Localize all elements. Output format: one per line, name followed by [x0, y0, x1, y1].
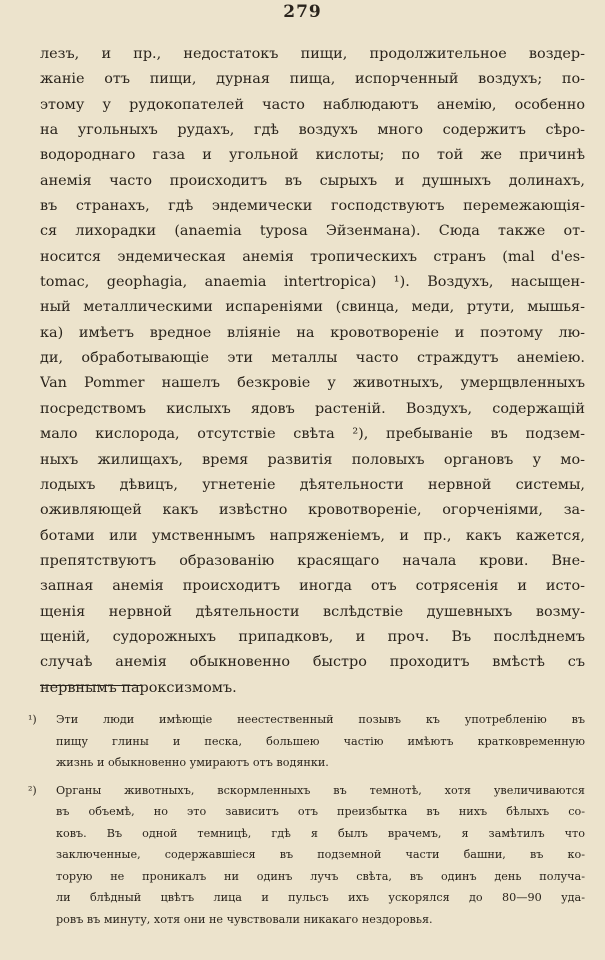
footnote-line: ковъ. Въ одной темницѣ, гдѣ я былъ врачемъ, я замѣтилъ что — [56, 826, 585, 840]
text-line: ся лихорадки (anaemia typosa Эйзенмана). Сюда также от- — [40, 223, 585, 240]
footnotes — [28, 709, 585, 936]
footnote-line: жизнь и обыкновенно умираютъ отъ водянки. — [56, 756, 329, 769]
footnote-marker: ²) — [28, 783, 37, 797]
text-line: на угольныхъ рудахъ, гдѣ воздухъ много содержитъ сѣро- — [40, 122, 585, 139]
text-line: щенія нервной дѣятельности вслѣдствіе душевныхъ возму- — [40, 603, 585, 620]
footnote-line — [28, 709, 585, 731]
text-line: Van Pommer нашелъ безкровіе у животныхъ, умерщвленныхъ — [40, 375, 585, 392]
footnote-text: Эти люди имѣющіе неестественный позывъ къ употребленію въ — [56, 713, 585, 726]
footnote-line — [28, 780, 585, 802]
text-line: щеній, судорожныхъ припадковъ, и проч. Въ послѣднемъ — [40, 628, 585, 645]
text-line: въ странахъ, гдѣ эндемически господствуютъ перемежающія- — [40, 198, 585, 215]
text-line: оживляющей какъ извѣстно кровотвореніе, огорченіями, за- — [40, 502, 585, 519]
footnote-line: ли блѣдный цвѣтъ лица и пульсъ ихъ ускорялся до 80—90 уда- — [56, 891, 585, 904]
text-line: ди, обработывающіе эти металлы часто страждутъ анеміею. — [40, 350, 585, 367]
text-line: мало кислорода, отсутствіе свѣта ²), пребываніе въ подзем- — [40, 426, 585, 443]
text-line: анемія часто происходитъ въ сырыхъ и душныхъ долинахъ, — [40, 172, 585, 189]
text-line: ный металлическими испареніями (свинца, меди, ртути, мышья- — [40, 299, 585, 316]
text-line: посредствомъ кислыхъ ядовъ растеній. Воздухъ, содержащій — [40, 400, 585, 417]
footnote-line: торую не проникалъ ни одинъ лучъ свѣта, въ одинъ день получа- — [56, 869, 585, 883]
text-line: ка) имѣетъ вредное вліяніе на кровотвореніе и поэтому лю- — [40, 324, 585, 341]
footnote-divider — [40, 685, 142, 686]
text-line: лезъ, и пр., недостатокъ пищи, продолжительное воздер- — [40, 46, 585, 62]
text-line: препятствуютъ образованію красящаго начала крови. Вне- — [40, 552, 585, 569]
text-line: носится эндемическая анемія тропическихъ странъ (mal d'es- — [40, 248, 585, 265]
footnote-line: заключенные, содержавшіеся въ подземной части башни, въ ко- — [56, 848, 585, 861]
footnote — [28, 709, 585, 774]
text-line: жаніе отъ пищи, дурная пища, испорченный воздухъ; по- — [40, 71, 585, 88]
text-line: нервнымъ пароксизмомъ. — [40, 679, 237, 696]
text-line: случаѣ анемія обыкновенно быстро проходитъ вмѣстѣ съ — [40, 654, 585, 671]
footnote-line: ровъ въ минуту, хотя они не чувствовали никакаго нездоровья. — [56, 912, 433, 926]
text-line: ныхъ жилищахъ, время развитія половыхъ органовъ у мо- — [40, 451, 585, 468]
text-line: водороднаго газа и угольной кислоты; по той же причинѣ — [40, 147, 585, 164]
page-number: 279 — [283, 2, 322, 22]
text-line: запная анемія происходитъ иногда отъ сотрясенія и исто- — [40, 578, 585, 595]
body-text — [40, 42, 585, 701]
text-line: лодыхъ дѣвицъ, угнетеніе дѣятельности нервной системы, — [40, 476, 585, 493]
footnote — [28, 780, 585, 931]
footnote-line: пищу глины и песка, большею частію имѣютъ кратковременную — [56, 734, 585, 748]
footnote-line: въ объемѣ, но это зависитъ отъ преизбытка въ нихъ бѣлыхъ со- — [56, 805, 585, 818]
footnote-text: Органы животныхъ, вскормленныхъ въ темнотѣ, хотя увеличиваются — [56, 783, 585, 797]
text-line: этому у рудокопателей часто наблюдаютъ анемію, особенно — [40, 96, 585, 113]
footnote-marker: ¹) — [28, 713, 37, 726]
text-line: ботами или умственнымъ напряженіемъ, и пр., какъ кажется, — [40, 527, 585, 544]
text-line: tomac, geophagia, anaemia intertropica) ¹). Воздухъ, насыщен- — [40, 274, 585, 291]
